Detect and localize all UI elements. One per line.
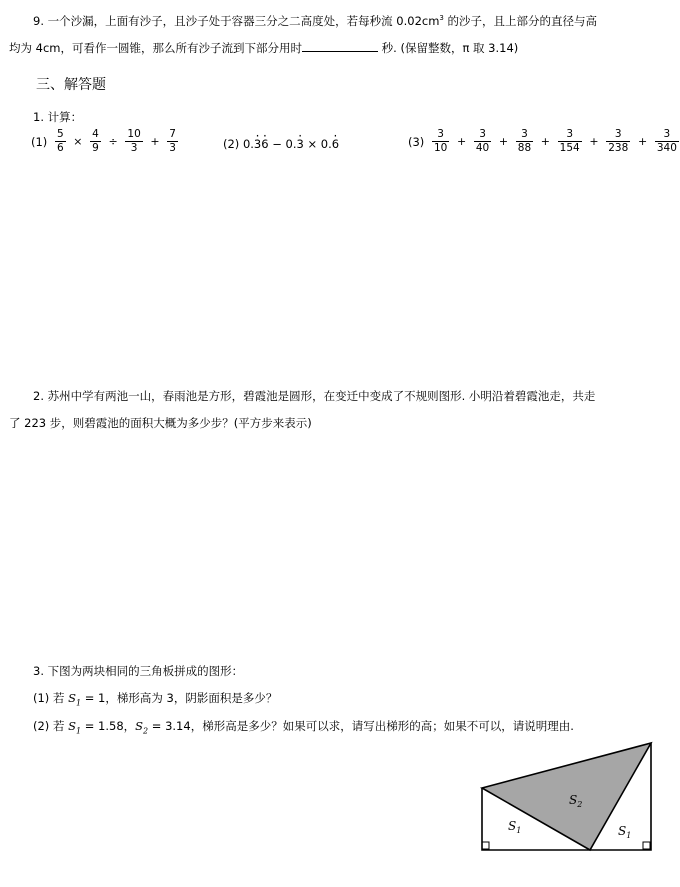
s2-label: $S_2$: [569, 793, 583, 809]
repeating-digit: 6 ·: [261, 137, 268, 151]
numerator: 3: [432, 128, 449, 142]
q9-line2-text-a: 均为 4cm，可看作一圆锥，那么所有沙子流到下部分用时: [9, 41, 302, 55]
fraction: [655, 128, 679, 155]
q3-line3: [33, 718, 574, 735]
q3-line2-text-b: = 1，梯形高为 3，阴影面积是多少？: [81, 691, 278, 705]
fraction: [516, 128, 533, 155]
operator: +: [637, 135, 648, 148]
q9-line2-text-b: 秒. (保留整数，π 取 3.14): [378, 41, 519, 55]
q3-line3-text-b: = 1.58，: [81, 719, 136, 733]
denominator: 3: [130, 142, 138, 154]
numerator: 3: [655, 128, 679, 142]
denominator: 238: [608, 142, 629, 154]
q9-answer-blank[interactable]: [302, 41, 378, 52]
right-angle-mark-left: [482, 842, 489, 849]
fraction: [55, 128, 66, 155]
trapezoid-figure: [478, 738, 658, 854]
numerator: 4: [92, 128, 99, 140]
q3-line2-text-a: (1) 若: [33, 691, 69, 705]
q1-heading: 1. 计算：: [33, 110, 83, 124]
numerator: 10: [127, 128, 141, 140]
denominator: 40: [475, 142, 490, 154]
right-angle-mark-right: [643, 842, 650, 849]
fraction: [606, 128, 630, 155]
s-symbol: S: [68, 691, 76, 705]
denominator: 88: [517, 142, 532, 154]
fraction: [474, 128, 491, 155]
q1-part1: [31, 128, 179, 155]
q3-line3-text-c: = 3.14，梯形高是多少？如果可以求，请写出梯形的高；如果不可以，请说明理由.: [148, 719, 574, 733]
q1-part2: [223, 137, 339, 151]
q9-line1: [33, 13, 597, 29]
s-subscript: 1: [76, 698, 82, 708]
q1-part3: [408, 128, 680, 155]
numerator: 7: [169, 128, 176, 140]
numerator: 3: [474, 128, 491, 142]
q2-line1: 2. 苏州中学有两池一山，春雨池是方形，碧霞池是圆形，在变迁中变成了不规则图形. 小明沿着碧霞池走，共走: [33, 389, 596, 403]
numerator: 3: [516, 128, 533, 142]
repeating-digit: 3 ·: [254, 137, 261, 151]
numerator: 3: [606, 128, 630, 142]
denominator: 154: [559, 142, 580, 154]
operator: ÷: [108, 135, 118, 148]
denominator: 6: [56, 142, 64, 154]
q3-line2: [33, 690, 277, 707]
s1-right-label: $S_1$: [618, 824, 632, 840]
s-subscript: 2: [143, 726, 149, 736]
s-symbol: S: [68, 719, 76, 733]
fraction: [167, 128, 178, 155]
numerator: 3: [558, 128, 582, 142]
q9-line2: [9, 40, 518, 56]
q1-part2-mid: − 0.: [268, 137, 297, 151]
q9-cubic-sup: 3: [439, 14, 444, 23]
q3-line1: 3. 下图为两块相同的三角板拼成的图形：: [33, 664, 244, 678]
operator: +: [150, 135, 160, 148]
denominator: 3: [169, 142, 176, 154]
q9-line1-text-a: 9. 一个沙漏，上面有沙子，且沙子处于容器三分之二高度处，若每秒流 0.02cm: [33, 14, 440, 28]
section-title: 三、解答题: [36, 77, 106, 93]
operator: +: [540, 135, 551, 148]
denominator: 9: [92, 142, 99, 154]
operator: +: [456, 135, 467, 148]
denominator: 340: [656, 142, 677, 154]
fraction: [90, 128, 101, 155]
q3-line3-text-a: (2) 若: [33, 719, 69, 733]
s-subscript: 1: [76, 726, 82, 736]
operator: +: [498, 135, 509, 148]
operator: +: [589, 135, 599, 148]
fraction: [125, 128, 142, 155]
numerator: 5: [56, 128, 64, 140]
repeating-digit: 6 ·: [332, 137, 339, 151]
q9-line1-text-b: 的沙子，且上部分的直径与高: [443, 14, 598, 28]
q1-part3-label: (3): [408, 134, 425, 149]
fraction: [558, 128, 582, 155]
q1-part2-tail: × 0.: [303, 137, 332, 151]
fraction: [432, 128, 449, 155]
s-symbol: S: [135, 719, 144, 733]
q1-part1-label: (1): [31, 134, 48, 149]
s1-left-label: $S_1$: [508, 819, 522, 835]
q1-part2-label: (2) 0.: [223, 137, 254, 151]
denominator: 10: [433, 142, 448, 154]
repeating-digit: 3 ·: [297, 137, 304, 151]
q2-line2: 了 223 步，则碧霞池的面积大概为多少步？(平方步来表示): [9, 416, 312, 430]
operator: ×: [73, 135, 83, 148]
